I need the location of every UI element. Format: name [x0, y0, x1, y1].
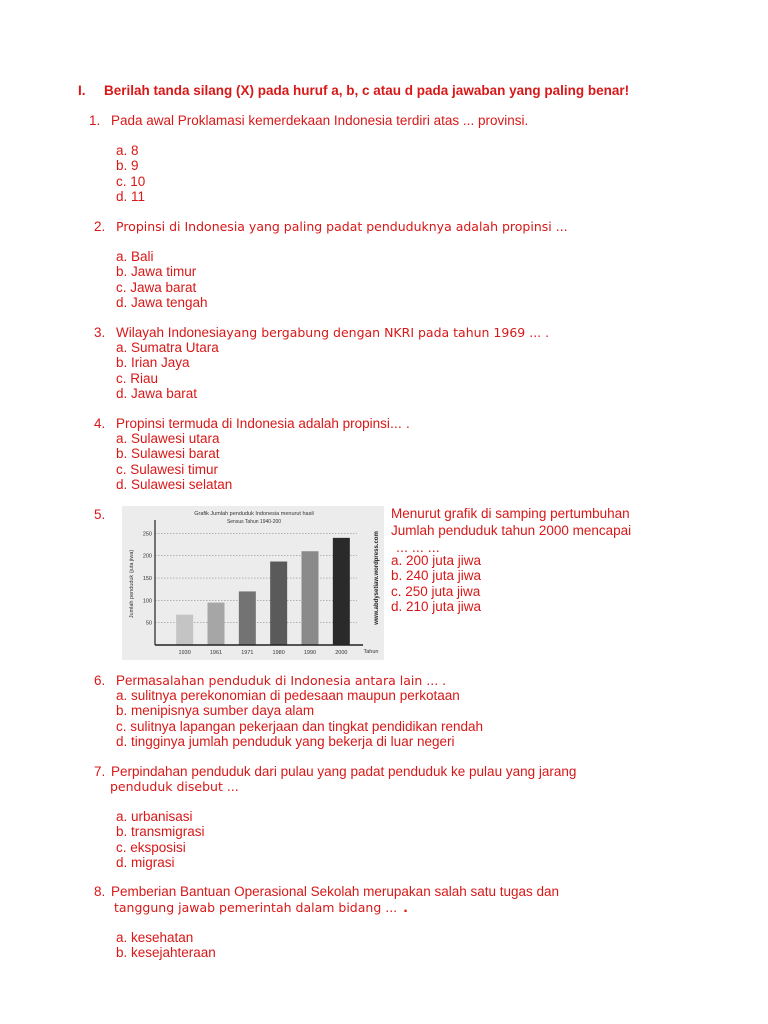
question-8-options [116, 930, 216, 961]
option-d[interactable]: d. Jawa barat [116, 385, 198, 401]
question-8 [94, 884, 559, 899]
x-tick-label-1990: 1990 [303, 650, 317, 656]
question-number: 8. [94, 884, 106, 899]
option-b[interactable]: b. 9 [116, 158, 139, 174]
option-b[interactable]: b. transmigrasi [116, 824, 205, 840]
question-5-line-3: ... ... ... [396, 540, 440, 555]
question-number: 3. [94, 325, 106, 340]
question-5-text [391, 505, 631, 539]
section-instruction [78, 83, 629, 98]
option-a[interactable]: a. 8 [116, 143, 139, 158]
option-d[interactable]: d. 210 juta jiwa [391, 598, 482, 614]
option-c[interactable]: c. eksposisi [116, 839, 186, 855]
question-3-options [116, 340, 219, 401]
chart-svg [122, 506, 384, 660]
question-6-options [116, 688, 483, 749]
question-8-period: . [403, 900, 408, 915]
question-5-options [391, 553, 481, 614]
question-text-part-a: Propinsi termuda di Indonesia adalah propinsi [116, 416, 390, 431]
question-text: Propinsi di Indonesia yang paling padat penduduknya adalah propinsi ... [116, 219, 568, 234]
question-number: 2. [94, 219, 106, 234]
y-tick-label: 200 [142, 553, 152, 560]
option-d[interactable]: d. migrasi [116, 854, 175, 870]
question-number: 7. [94, 764, 106, 779]
chart-watermark: www.abdysetiaw.wordpress.com [374, 531, 380, 625]
option-b[interactable]: b. 240 juta jiwa [391, 568, 482, 584]
option-b[interactable]: b. Sulawesi barat [116, 446, 220, 462]
option-b[interactable]: b. kesejahteraan [116, 945, 216, 961]
question-4-options [116, 431, 232, 492]
option-a[interactable]: a. Sumatra Utara [116, 340, 219, 355]
option-b[interactable]: b. Irian Jaya [116, 355, 190, 371]
question-text: Pemberian Bantuan Operasional Sekolah merupakan salah satu tugas dan [111, 884, 560, 899]
question-text: Perpindahan penduduk dari pulau yang padat penduduk ke pulau yang jarang [111, 764, 577, 779]
question-text: Pada awal Proklamasi kemerdekaan Indonesia terdiri atas ... provinsi. [111, 113, 529, 128]
option-d[interactable]: d. 11 [116, 188, 146, 204]
option-c[interactable]: c. 10 [116, 173, 146, 189]
option-a[interactable]: a. Bali [116, 249, 154, 264]
question-5-line-1: Menurut grafik di samping pertumbuhan [391, 506, 630, 521]
option-d[interactable]: d. Jawa tengah [116, 294, 208, 310]
y-tick-label: 50 [145, 620, 152, 627]
x-tick-label-1971: 1971 [241, 650, 254, 656]
option-a[interactable]: a. urbanisasi [116, 809, 193, 824]
question-4 [94, 416, 410, 431]
y-tick-label: 250 [142, 531, 152, 538]
question-6 [94, 673, 446, 688]
chart-title: Grafik Jumlah penduduk Indonesia menurut hasil [194, 511, 314, 517]
question-2 [94, 219, 568, 234]
x-tick-label-1961: 1961 [209, 650, 223, 656]
x-tick-label-2000: 2000 [335, 650, 348, 656]
bar-1961 [208, 603, 225, 645]
option-c[interactable]: c. sulitnya lapangan pekerjaan dan tingkat pendidikan rendah [116, 718, 484, 734]
question-text-part-b: ... . [389, 416, 410, 431]
option-b[interactable]: b. Jawa timur [116, 264, 197, 280]
bar-1971 [239, 591, 256, 645]
bar-1980 [270, 562, 287, 645]
question-2-options [116, 249, 208, 310]
question-1 [89, 113, 528, 128]
option-a[interactable]: a. sulitnya perekonomian di pedesaan maupun perkotaan [116, 688, 460, 703]
x-axis-label: Tahun [363, 649, 379, 655]
option-c[interactable]: c. 250 juta jiwa [391, 583, 481, 599]
y-tick-label: 150 [142, 576, 152, 583]
question-8-continuation-text: tanggung jawab pemerintah dalam bidang ... [114, 900, 398, 915]
bar-1990 [302, 551, 319, 645]
option-a[interactable]: a. Sulawesi utara [116, 431, 220, 446]
option-a[interactable]: a. 200 juta jiwa [391, 553, 482, 568]
question-number: 1. [89, 113, 101, 128]
question-1-options [116, 143, 145, 204]
option-c[interactable]: c. Jawa barat [116, 279, 197, 295]
question-5-line-2: Jumlah penduduk tahun 2000 mencapai [391, 523, 632, 538]
option-c[interactable]: c. Riau [116, 370, 159, 386]
question-5-number: 5. [94, 507, 106, 522]
bar-2000 [333, 538, 350, 645]
bar-1930 [176, 615, 193, 645]
question-text-part-b: salahan penduduk di Indonesia antara lain ... . [155, 673, 447, 688]
question-7 [94, 764, 576, 779]
question-8-continuation [114, 900, 408, 915]
question-text-part-a: Wilayah Indonesia [116, 325, 227, 340]
chart-subtitle: Sensus Tahun 1940-200 [226, 519, 282, 525]
x-tick-label-1980: 1980 [272, 650, 285, 656]
question-text-part-b: yang bergabung dengan NKRI pada tahun 1969 ... . [226, 325, 550, 340]
option-d[interactable]: d. tingginya jumlah penduduk yang bekerja di luar negeri [116, 733, 455, 749]
y-axis-label: Jumlah penduduk (juta jiwa) [129, 549, 135, 619]
option-b[interactable]: b. menipisnya sumber daya alam [116, 703, 315, 719]
population-chart [122, 506, 384, 660]
question-number: 4. [94, 416, 106, 431]
question-text-part-a: Perma [116, 673, 156, 688]
option-d[interactable]: d. Sulawesi selatan [116, 476, 233, 492]
y-tick-label: 100 [142, 598, 152, 605]
question-7-options [116, 809, 205, 870]
section-numeral: I. [78, 83, 86, 98]
x-tick-label-1930: 1930 [178, 650, 191, 656]
question-7-continuation: penduduk disebut ... [110, 779, 239, 794]
question-3 [94, 325, 549, 340]
question-number: 6. [94, 673, 106, 688]
option-c[interactable]: c. Sulawesi timur [116, 461, 219, 477]
instruction-text: Berilah tanda silang (X) pada huruf a, b, c atau d pada jawaban yang paling benar! [104, 83, 630, 98]
option-a[interactable]: a. kesehatan [116, 930, 194, 945]
